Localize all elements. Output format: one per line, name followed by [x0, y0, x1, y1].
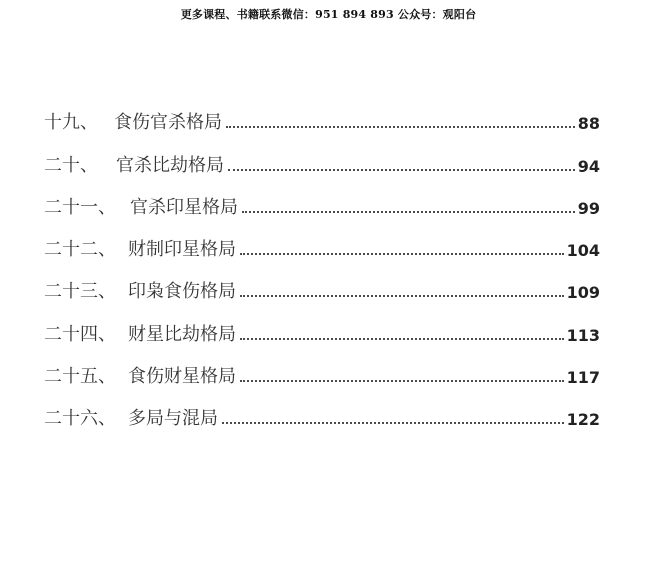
dot-leader	[226, 126, 575, 128]
dot-leader	[242, 211, 575, 213]
dot-leader	[240, 338, 564, 340]
dot-leader	[222, 422, 564, 424]
toc-entry[interactable]	[44, 388, 600, 430]
toc-entry-number: 二十二、	[44, 239, 116, 261]
toc-entry-number: 二十六、	[44, 408, 116, 430]
toc-entry[interactable]	[44, 303, 600, 345]
dot-leader	[240, 380, 564, 382]
toc-entry-title: 印枭食伤格局	[128, 281, 236, 303]
toc-entry-page: 94	[577, 156, 600, 176]
toc-entry[interactable]	[44, 346, 600, 388]
toc-entry-page: 104	[566, 241, 600, 261]
toc-entry-title: 多局与混局	[128, 408, 218, 430]
toc-entry-number: 二十四、	[44, 323, 116, 345]
toc-entry-page: 122	[566, 410, 600, 430]
toc-entry-page: 88	[577, 114, 600, 134]
table-of-contents	[44, 92, 600, 430]
toc-entry-title: 财星比劫格局	[128, 323, 236, 345]
dot-leader	[240, 253, 564, 255]
dot-leader	[240, 295, 564, 297]
dot-leader	[228, 169, 575, 171]
toc-entry-page: 113	[566, 325, 600, 345]
toc-entry-number: 十九、	[44, 112, 98, 134]
toc-entry[interactable]	[44, 177, 600, 219]
toc-entry-number: 二十五、	[44, 366, 116, 388]
toc-entry-page: 117	[566, 368, 600, 388]
toc-entry[interactable]	[44, 134, 600, 176]
toc-entry[interactable]	[44, 92, 600, 134]
toc-entry-number: 二十三、	[44, 281, 116, 303]
toc-entry-page: 99	[577, 198, 600, 218]
toc-entry-title: 官杀比劫格局	[116, 154, 224, 176]
toc-entry-title: 食伤财星格局	[128, 366, 236, 388]
toc-entry-title: 官杀印星格局	[130, 196, 238, 218]
toc-entry[interactable]	[44, 261, 600, 303]
toc-entry-title: 财制印星格局	[128, 239, 236, 261]
toc-entry-title: 食伤官杀格局	[114, 112, 222, 134]
page-header-contact: 更多课程、书籍联系微信：951 894 893 公众号：观阳台	[180, 8, 477, 21]
toc-entry-number: 二十、	[44, 154, 98, 176]
toc-entry[interactable]	[44, 219, 600, 261]
toc-entry-page: 109	[566, 283, 600, 303]
toc-entry-number: 二十一、	[44, 196, 116, 218]
